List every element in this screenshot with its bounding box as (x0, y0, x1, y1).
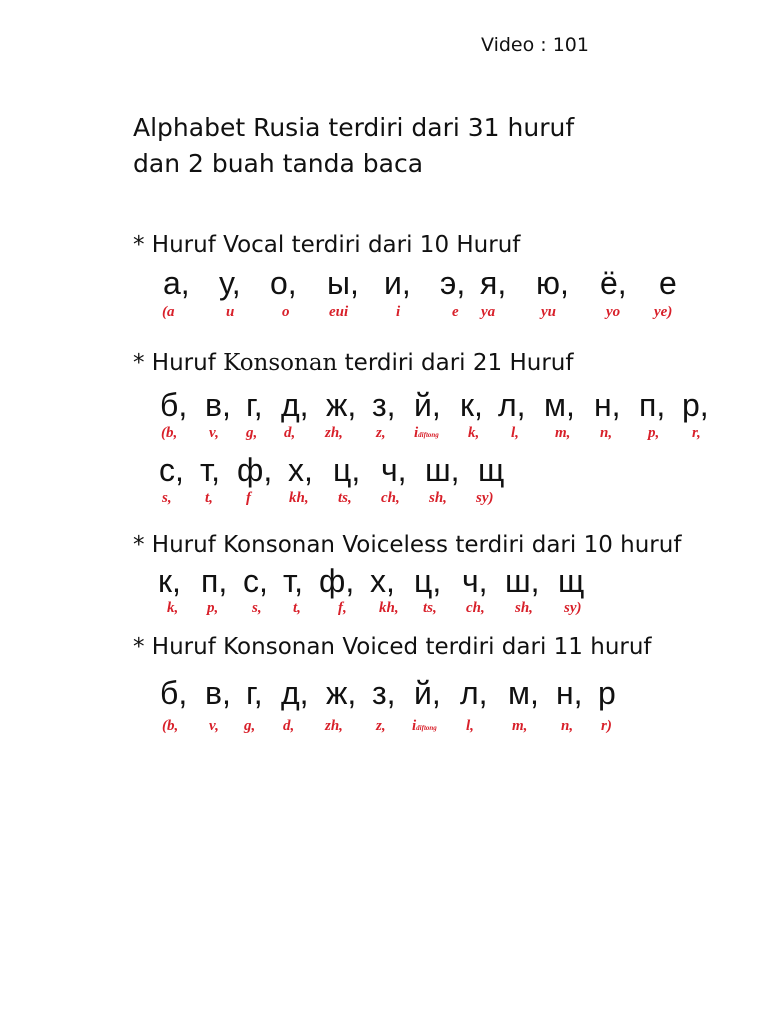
vowels-heading (133, 232, 520, 258)
translit: g, (246, 425, 258, 441)
letter: ю, (536, 265, 569, 301)
video-label: Video : 101 (481, 34, 589, 56)
translit: ts, (338, 490, 352, 506)
translit: ch, (381, 490, 400, 506)
letter: е (659, 265, 677, 301)
voiceless-heading: * Huruf Konsonan Voiceless terdiri dari 10 huruf (133, 532, 682, 558)
translit: d, (284, 425, 296, 441)
translit (414, 425, 439, 442)
letter: л, (460, 675, 488, 711)
translit: (b, (162, 718, 179, 734)
title-line-1: Alphabet Rusia terdiri dari 31 huruf (133, 113, 575, 142)
translit: n, (600, 425, 613, 441)
diftong-subscript: diftong (418, 431, 439, 439)
letter: з, (372, 675, 396, 711)
letter: а, (163, 265, 190, 301)
letter: б, (160, 675, 188, 711)
translit: k, (468, 425, 480, 441)
translit: f (246, 490, 251, 506)
letter: х, (370, 563, 395, 599)
translit: g, (244, 718, 256, 734)
letter: г, (246, 675, 263, 711)
vowels-heading-prefix: * Huruf (133, 232, 224, 258)
letter: в, (205, 675, 231, 711)
letter: л, (498, 387, 526, 423)
letter: ж, (326, 675, 357, 711)
letter: у, (219, 265, 241, 301)
letter: ш, (425, 452, 460, 488)
letter: к, (158, 563, 181, 599)
title-line-2: dan 2 buah tanda baca (133, 149, 424, 178)
letter: ш, (505, 563, 540, 599)
letter: п, (201, 563, 228, 599)
translit: p, (648, 425, 660, 441)
letter: щ (478, 452, 505, 488)
letter: в, (205, 387, 231, 423)
letter: р, (682, 387, 709, 423)
translit: z, (376, 718, 386, 734)
page-title (133, 110, 574, 182)
translit: z, (376, 425, 386, 441)
letter: р (598, 675, 616, 711)
letter: м, (544, 387, 575, 423)
letter: и, (384, 265, 411, 301)
letter: н, (594, 387, 621, 423)
translit-i: i (412, 718, 417, 734)
letter: й, (414, 387, 441, 423)
letter: ц, (333, 452, 361, 488)
letter: б, (160, 387, 188, 423)
translit: u (226, 304, 235, 320)
translit: t, (205, 490, 213, 506)
letter: з, (372, 387, 396, 423)
translit: e (452, 304, 459, 320)
translit: yu (541, 304, 556, 320)
translit: s, (252, 600, 262, 616)
translit: eui (329, 304, 349, 320)
translit: ch, (466, 600, 485, 616)
letter: п, (639, 387, 666, 423)
letter: ц, (414, 563, 442, 599)
translit: l, (466, 718, 474, 734)
letter: щ (558, 563, 585, 599)
translit: v, (209, 718, 219, 734)
translit: p, (207, 600, 219, 616)
translit: f, (338, 600, 347, 616)
translit: (a (162, 304, 175, 320)
translit: i (396, 304, 401, 320)
diftong-subscript: diftong (416, 724, 437, 732)
translit: zh, (325, 425, 343, 441)
letter: к, (460, 387, 483, 423)
letter: н, (556, 675, 583, 711)
voiced-heading: * Huruf Konsonan Voiced terdiri dari 11 huruf (133, 634, 652, 660)
translit: sy) (476, 490, 494, 506)
consonants-heading (133, 350, 573, 376)
letter: ж, (326, 387, 357, 423)
letter: ч, (381, 452, 407, 488)
translit: s, (162, 490, 172, 506)
translit: sy) (564, 600, 582, 616)
translit: (b, (161, 425, 178, 441)
translit: t, (293, 600, 301, 616)
translit: ye) (654, 304, 673, 320)
translit: kh, (379, 600, 399, 616)
letter: т, (200, 452, 220, 488)
letter: й, (414, 675, 441, 711)
translit: l, (511, 425, 519, 441)
letter: т, (283, 563, 303, 599)
translit: kh, (289, 490, 309, 506)
letter: г, (246, 387, 263, 423)
letter: х, (288, 452, 313, 488)
translit: d, (283, 718, 295, 734)
translit: k, (167, 600, 179, 616)
translit: r, (692, 425, 701, 441)
translit: sh, (429, 490, 447, 506)
letter: ч, (462, 563, 488, 599)
translit: r) (601, 718, 612, 734)
letter: я, (480, 265, 507, 301)
letter: ф, (237, 452, 273, 488)
translit-i: i (414, 425, 419, 441)
translit: o (282, 304, 290, 320)
translit: zh, (325, 718, 343, 734)
consonants-heading-word: Konsonan (223, 350, 338, 376)
translit: yo (606, 304, 621, 320)
letter: ё, (600, 265, 627, 301)
letter: м, (508, 675, 539, 711)
translit: m, (555, 425, 571, 441)
letter: о, (270, 265, 297, 301)
consonants-heading-prefix: * Huruf (133, 350, 224, 376)
vowels-heading-main: Vocal terdiri dari 10 Huruf (223, 232, 521, 258)
letter: ы, (327, 265, 359, 301)
translit (412, 718, 437, 735)
letter: с, (243, 563, 268, 599)
letter: д, (281, 675, 309, 711)
translit: ya (481, 304, 496, 320)
consonants-heading-suffix: terdiri dari 21 Huruf (337, 350, 574, 376)
translit: ts, (423, 600, 437, 616)
translit: m, (512, 718, 528, 734)
letter: с, (159, 452, 184, 488)
translit: n, (561, 718, 574, 734)
translit: sh, (515, 600, 533, 616)
letter: ф, (319, 563, 355, 599)
letter: э, (440, 265, 466, 301)
translit: v, (209, 425, 219, 441)
letter: д, (281, 387, 309, 423)
